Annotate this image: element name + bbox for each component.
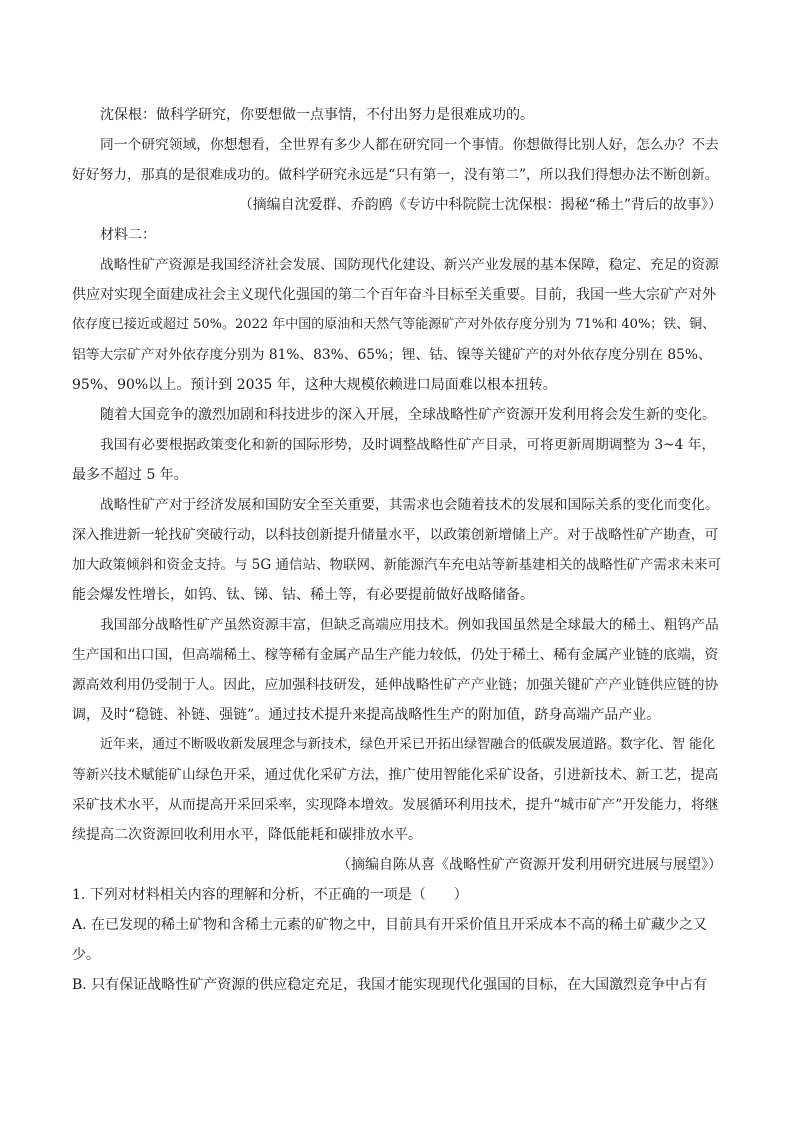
interview-paragraph-2-line-1: 同一个研究领域，你想想看，全世界有多少人都在研究同一个事情。你想做得比别人好，怎么办？不去 (100, 137, 719, 153)
option-a-line-1: A. 在已发现的稀土矿物和含稀土元素的矿物之中，目前具有开采价值且开采成本不高的稀土矿藏少之又 (72, 917, 708, 933)
paragraph-line: 能会爆发性增长，如钨、钛、锑、钴、稀土等，有必要提前做好战略储备。 (72, 587, 534, 603)
paragraph-green-mining (72, 730, 722, 850)
paragraph-line: 依存度已接近或超过 50%。2022 年中国的原油和天然气等能源矿产对外依存度分别为 71%和 40%；铁、铜、 (72, 317, 716, 332)
option-a-line-2: 少。 (72, 947, 100, 963)
material-two-heading: 材料二： (100, 227, 156, 243)
paragraph-line: 采矿技术水平，从而提高开采回采率，实现降本增效。发展循环利用技术，提升“城市矿产”开发能力，将继 (72, 797, 719, 813)
paragraph-line: 战略性矿产资源是我国经济社会发展、国防现代化建设、新兴产业发展的基本保障，稳定、充足的资源 (100, 257, 719, 273)
paragraph-line: 铝等大宗矿产对外依存度分别为 81%、83%、65%；锂、钴、镍等关键矿产的对外依存度分别在 85%、 (72, 347, 712, 363)
paragraph-line: 最多不超过 5 年。 (72, 467, 188, 483)
material-one-source: （摘编自沈爱群、乔韵鸥《专访中科院院士沈保根：揭秘“稀土”背后的故事》） (238, 197, 722, 213)
paragraph-line: 深入推进新一轮找矿突破行动，以科技创新提升储量水平，以政策创新增储上产。对于战略性矿产勘查，可 (72, 527, 719, 543)
question-stem: 1. 下列对材料相关内容的理解和分析，不正确的一项是（ ） (72, 887, 468, 903)
paragraph-line: 随着大国竞争的激烈加剧和科技进步的深入开展，全球战略性矿产资源开发利用将会发生新的变化。 (100, 407, 716, 423)
paragraph-high-end-tech (72, 610, 722, 730)
paragraph-line: 战略性矿产对于经济发展和国防安全至关重要，其需求也会随着技术的发展和国际关系的变化而变化。 (100, 497, 719, 513)
paragraph-line: 供应对实现全面建成社会主义现代化强国的第二个百年奋斗目标至关重要。目前，我国一些大宗矿产对外 (72, 287, 716, 303)
material-two-source: （摘编自陈从喜《战略性矿产资源开发利用研究进展与展望》） (337, 857, 722, 873)
paragraph-demand (72, 490, 722, 610)
paragraph-line: 调，及时“稳链、补链、强链”。通过技术提升来提高战略性生产的附加值，跻身高端产品产业。 (72, 707, 661, 723)
paragraph-line: 加大政策倾斜和资金支持。与 5G 通信站、物联网、新能源汽车充电站等新基建相关的战略性矿产需求未来可 (72, 557, 721, 573)
paragraph-catalog-update (72, 430, 722, 490)
document-page (72, 100, 722, 1000)
paragraph-competition (72, 400, 722, 430)
interview-paragraph-1: 沈保根：做科学研究，你要想做一点事情，不付出努力是很难成功的。 (100, 107, 534, 123)
paragraph-line: 续提高二次资源回收利用水平，降低能耗和碳排放水平。 (72, 827, 422, 843)
paragraph-strategic-minerals (72, 250, 722, 400)
paragraph-line: 95%、90%以上。预计到 2035 年，这种大规模依赖进口局面难以根本扭转。 (72, 377, 557, 393)
paragraph-line: 我国有必要根据政策变化和新的国际形势，及时调整战略性矿产目录，可将更新周期调整为 3~4 年， (100, 437, 716, 453)
paragraph-line: 生产国和出口国，但高端稀土、稼等稀有金属产品生产能力较低，仍处于稀土、稀有金属产业链的底端，资 (72, 647, 719, 663)
paragraph-line: 源高效利用仍受制于人。因此，应加强科技研发，延伸战略性矿产产业链；加强关键矿产产业链供应链的协 (72, 677, 719, 693)
paragraph-line: 我国部分战略性矿产虽然资源丰富，但缺乏高端应用技术。例如我国虽然是全球最大的稀土、粗钨产品 (100, 617, 719, 633)
paragraph-line: 等新兴技术赋能矿山绿色开采，通过优化采矿方法，推广使用智能化采矿设备，引进新技术、新工艺，提高 (72, 767, 719, 783)
interview-paragraph-2-line-2: 好好努力，那真的是很难成功的。做科学研究永远是“只有第一，没有第二”，所以我们得想办法不断创新。 (72, 167, 719, 183)
paragraph-line: 近年来，通过不断吸收新发展理念与新技术，绿色开采已开拓出绿智融合的低碳发展道路。数字化、智 能化 (100, 737, 716, 752)
option-b-line-1: B. 只有保证战略性矿产资源的供应稳定充足，我国才能实现现代化强国的目标，在大国激烈竞争中占有 (72, 977, 708, 993)
